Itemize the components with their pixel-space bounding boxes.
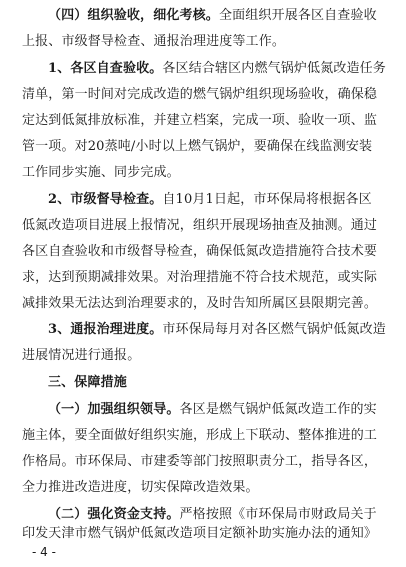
paragraph-line bbox=[0, 402, 406, 418]
paragraph-line bbox=[0, 526, 406, 542]
section-heading bbox=[0, 375, 406, 391]
paragraph-line bbox=[0, 322, 406, 338]
paragraph-text: 定达到低氮排放标准，并建立档案，完成一项、验收一项、监 bbox=[22, 113, 378, 128]
section-heading-text: 三、保障措施 bbox=[48, 375, 127, 390]
item-title: 2、市级督导检查。 bbox=[48, 192, 163, 207]
paragraph-line bbox=[0, 165, 406, 181]
paragraph-text: 进展情况进行通报。 bbox=[22, 348, 141, 363]
paragraph-line bbox=[0, 8, 406, 24]
item-title: 1、各区自查验收。 bbox=[48, 61, 163, 76]
paragraph-text: 求，达到预期减排效果。对治理措施不符合技术规范，或实际 bbox=[22, 270, 378, 285]
paragraph-text: 印发天津市燃气锅炉低氮改造项目定额补助实施办法的通知》 bbox=[22, 526, 378, 541]
paragraph-line bbox=[0, 428, 406, 444]
paragraph-line bbox=[0, 296, 406, 312]
paragraph-line bbox=[0, 270, 406, 286]
paragraph-line bbox=[0, 192, 406, 208]
item-title: 3、通报治理进度。 bbox=[48, 322, 163, 337]
section-title: （四）组织验收，细化考核。 bbox=[48, 8, 219, 23]
paragraph-text: 严格按照《市环保局市财政局关于 bbox=[179, 507, 377, 522]
paragraph-text: 各区结合辖区内燃气锅炉低氮改造任务 bbox=[162, 61, 386, 76]
paragraph-text: 管一项。对20蒸吨/小时以上燃气锅炉，要确保在线监测安装 bbox=[22, 139, 373, 154]
paragraph-text: 全面组织开展各区自查验收 bbox=[218, 8, 377, 23]
paragraph-text: 各区是燃气锅炉低氮改造工作的实 bbox=[179, 402, 377, 417]
paragraph-text: 清单，第一时间对完成改造的燃气锅炉组织现场验收，确保稳 bbox=[22, 87, 378, 102]
paragraph-line bbox=[0, 34, 406, 50]
paragraph-line bbox=[0, 454, 406, 470]
paragraph-line bbox=[0, 87, 406, 103]
paragraph-text: 自10月1日起，市环保局将根据各区 bbox=[162, 192, 372, 207]
paragraph-text: 作格局。市环保局、市建委等部门按照职责分工，指导各区， bbox=[22, 454, 378, 469]
paragraph-text: 减排效果无法达到治理要求的，及时告知所属区县限期完善。 bbox=[22, 296, 378, 311]
paragraph-line bbox=[0, 244, 406, 260]
paragraph-text: 上报、市级督导检查、通报治理进度等工作。 bbox=[22, 34, 286, 49]
paragraph-line bbox=[0, 113, 406, 129]
part-title: （一）加强组织领导。 bbox=[48, 402, 180, 417]
paragraph-text: 全力推进改造进度，切实保障改造效果。 bbox=[22, 480, 259, 495]
paragraph-text: 低氮改造项目进展上报情况，组织开展现场抽查及抽测。通过 bbox=[22, 218, 378, 233]
paragraph-text: 各区自查验收和市级督导检查，确保低氮改造措施符合技术要 bbox=[22, 244, 378, 259]
paragraph-line bbox=[0, 218, 406, 234]
paragraph-text: 工作同步实施、同步完成。 bbox=[22, 165, 180, 180]
part-title: （二）强化资金支持。 bbox=[48, 507, 180, 522]
paragraph-line bbox=[0, 507, 406, 523]
paragraph-line bbox=[0, 139, 406, 155]
paragraph-line bbox=[0, 348, 406, 364]
paragraph-text: 施主体，要全面做好组织实施，形成上下联动、整体推进的工 bbox=[22, 428, 378, 443]
page-number: - 4 - bbox=[32, 545, 56, 559]
paragraph-line bbox=[0, 480, 406, 496]
paragraph-line bbox=[0, 61, 406, 77]
paragraph-text: 市环保局每月对各区燃气锅炉低氮改造 bbox=[162, 322, 386, 337]
